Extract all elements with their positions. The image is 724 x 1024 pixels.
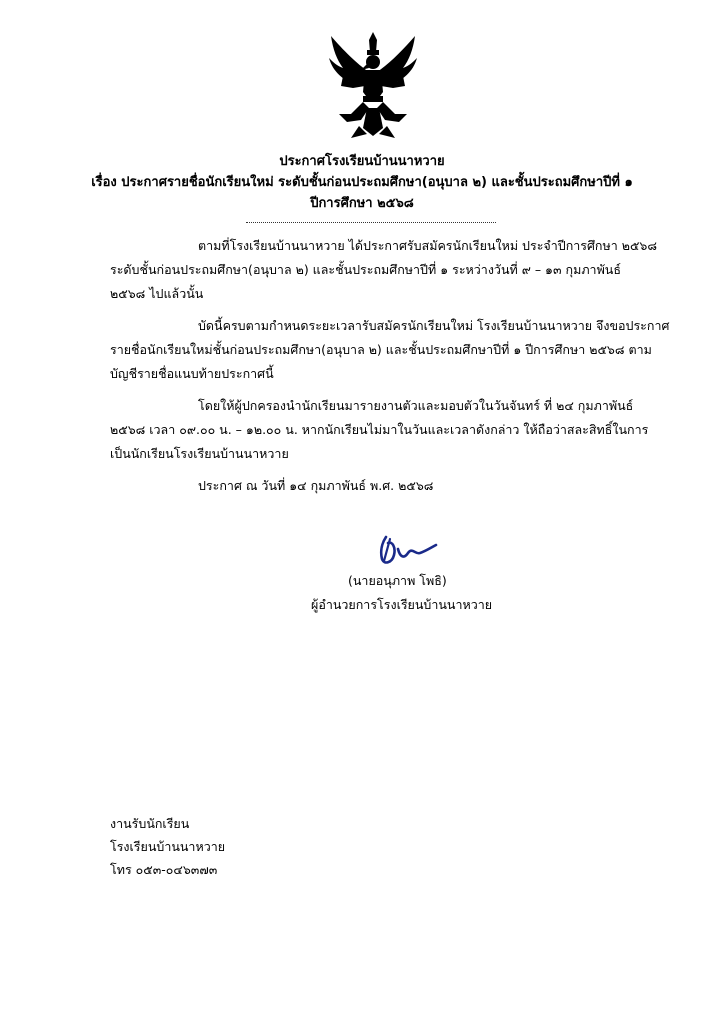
paragraph-2-line-2: รายชื่อนักเรียนใหม่ชั้นก่อนประถมศึกษา(อนุบาล ๒) และชั้นประถมศึกษาปีที่ ๑ ปีการศึกษา ๒๕๖๘ ตาม: [110, 342, 652, 357]
garuda-emblem-icon: [323, 30, 423, 142]
subject-line-1: เรื่อง ประกาศรายชื่อนักเรียนใหม่ ระดับชั้นก่อนประถมศึกษา(อนุบาล ๒) และชั้นประถมศึกษาปีที่ ๑: [91, 175, 633, 190]
footer-phone: โทร ๐๕๓-๐๔๖๓๗๓: [110, 862, 218, 877]
paragraph-1-line-3: ๒๕๖๘ ไปแล้วนั้น: [110, 286, 204, 301]
signatory-name: (นายอนุภาพ โพธิ): [348, 573, 447, 588]
subject-line-2: ปีการศึกษา ๒๕๖๘: [310, 196, 414, 211]
announcement-title: ประกาศโรงเรียนบ้านนาหวาย: [279, 154, 445, 169]
footer-department: งานรับนักเรียน: [110, 816, 190, 831]
paragraph-2-line-1: บัดนี้ครบตามกำหนดระยะเวลารับสมัครนักเรียนใหม่ โรงเรียนบ้านนาหวาย จึงขอประกาศ: [198, 318, 670, 333]
paragraph-2-line-3: บัญชีรายชื่อแนบท้ายประกาศนี้: [110, 366, 274, 381]
announcement-date: ประกาศ ณ วันที่ ๑๔ กุมภาพันธ์ พ.ศ. ๒๕๖๘: [198, 478, 434, 493]
title-separator: [246, 222, 496, 223]
paragraph-1-line-2: ระดับชั้นก่อนประถมศึกษา(อนุบาล ๒) และชั้นประถมศึกษาปีที่ ๑ ระหว่างวันที่ ๙ – ๑๓ กุมภาพันธ์: [110, 262, 621, 277]
paragraph-3-line-1: โดยให้ผู้ปกครองนำนักเรียนมารายงานตัวและมอบตัวในวันจันทร์ ที่ ๒๔ กุมภาพันธ์: [198, 398, 634, 413]
paragraph-1-line-1: ตามที่โรงเรียนบ้านนาหวาย ได้ประกาศรับสมัครนักเรียนใหม่ ประจำปีการศึกษา ๒๕๖๘: [198, 238, 658, 253]
paragraph-3-line-3: เป็นนักเรียนโรงเรียนบ้านนาหวาย: [110, 446, 289, 461]
signatory-position: ผู้อำนวยการโรงเรียนบ้านนาหวาย: [311, 597, 493, 612]
footer-school: โรงเรียนบ้านนาหวาย: [110, 839, 226, 854]
signature-icon: [374, 533, 438, 567]
paragraph-3-line-2: ๒๕๖๘ เวลา ๐๙.๐๐ น. – ๑๒.๐๐ น. หากนักเรียนไม่มาในวันและเวลาดังกล่าว ให้ถือว่าสละสิทธิ์ในการ: [110, 422, 649, 437]
